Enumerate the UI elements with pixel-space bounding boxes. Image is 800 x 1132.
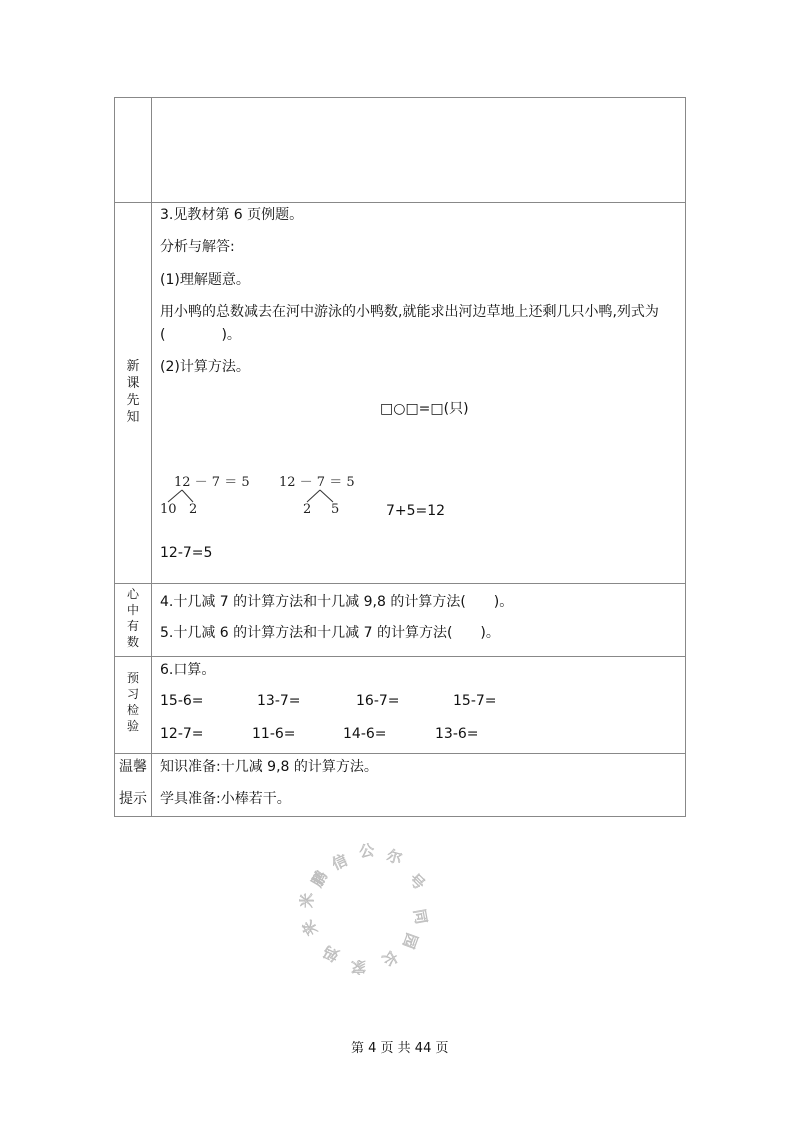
item5: 5.十几减 6 的计算方法和十几减 7 的计算方法( )。 <box>160 625 500 641</box>
table-border-bottom <box>114 816 686 817</box>
oral-calc-item: 11-6= <box>252 726 296 742</box>
row-divider-4 <box>114 753 686 754</box>
step1-heading: (1)理解题意。 <box>160 272 250 288</box>
table-border-top <box>114 97 686 98</box>
watermark-char: 园 <box>399 930 422 951</box>
label-char: 数 <box>126 635 139 649</box>
step2-heading: (2)计算方法。 <box>160 359 250 375</box>
label-char: 预 <box>126 671 139 685</box>
answer-blank: ( )。 <box>160 327 241 343</box>
method2-expression: 12 － 7 ＝ 5 <box>279 475 355 490</box>
watermark-char: 妈 <box>320 942 342 965</box>
formula-template: □○□=□(只) <box>380 401 469 417</box>
row-divider-1 <box>114 202 686 203</box>
oral-calc-item: 16-7= <box>356 693 400 709</box>
table-border-right <box>685 97 686 817</box>
watermark-char: 长 <box>378 946 401 970</box>
watermark-char: 信 <box>329 850 351 874</box>
oral-calc-item: 13-7= <box>257 693 301 709</box>
label-char: 中 <box>126 603 139 617</box>
question-sentence: 用小鸭的总数减去在河中游泳的小鸭数,就能求出河边草地上还剩几只小鸭,列式为 <box>160 304 659 320</box>
row-label-new-lesson <box>125 358 141 426</box>
watermark-char: 尔 <box>384 846 405 868</box>
table-border-left <box>114 97 115 817</box>
page-footer: 第 4 页 共 44 页 <box>351 1041 449 1056</box>
oral-calc-item: 15-7= <box>453 693 497 709</box>
watermark-char: 鹏 <box>307 867 331 890</box>
method1-split-right: 2 <box>189 502 198 517</box>
watermark-char: 来 <box>298 916 322 939</box>
analysis-heading: 分析与解答: <box>160 239 235 255</box>
oral-calc-item: 12-7= <box>160 726 204 742</box>
tools-prep: 学具准备:小棒若干。 <box>160 791 291 807</box>
label-char: 先 <box>126 393 140 408</box>
row-divider-3 <box>114 656 686 657</box>
label-char: 习 <box>126 687 139 701</box>
watermark-char: 家 <box>350 958 366 976</box>
label-char: 心 <box>126 587 139 601</box>
oral-calc-item: 14-6= <box>343 726 387 742</box>
row-divider-2 <box>114 583 686 584</box>
watermark-char: 同 <box>410 907 431 926</box>
label-char: 课 <box>126 376 140 391</box>
table-column-divider <box>151 97 152 817</box>
oral-calc-item: 15-6= <box>160 693 204 709</box>
knowledge-prep: 知识准备:十几减 9,8 的计算方法。 <box>160 759 378 775</box>
item3-title: 3.见教材第 6 页例题。 <box>160 207 304 223</box>
row-label-tips-bottom: 提示 <box>119 791 147 807</box>
watermark-stamp <box>298 840 450 976</box>
row-label-reflection <box>125 586 141 650</box>
label-char: 检 <box>126 703 139 717</box>
method2-split-left: 2 <box>303 502 312 517</box>
watermark-char: 公 <box>358 841 376 861</box>
result-equation: 12-7=5 <box>160 545 213 561</box>
method1-split-left: 10 <box>160 502 177 517</box>
item6-title: 6.口算。 <box>160 662 216 678</box>
label-char: 新 <box>126 359 140 374</box>
watermark-char: 米 <box>298 892 316 908</box>
label-char: 有 <box>126 619 139 633</box>
method2-split-right: 5 <box>331 502 340 517</box>
row-label-tips-top: 温馨 <box>119 759 147 775</box>
method1-expression: 12 － 7 ＝ 5 <box>174 475 250 490</box>
label-char: 验 <box>126 719 139 733</box>
item4: 4.十几减 7 的计算方法和十几减 9,8 的计算方法( )。 <box>160 594 514 610</box>
row-label-preview-check <box>125 670 141 734</box>
oral-calc-item: 13-6= <box>435 726 479 742</box>
watermark-char: 号 <box>405 870 429 894</box>
label-char: 知 <box>126 410 140 425</box>
addition-check: 7+5=12 <box>386 503 446 519</box>
